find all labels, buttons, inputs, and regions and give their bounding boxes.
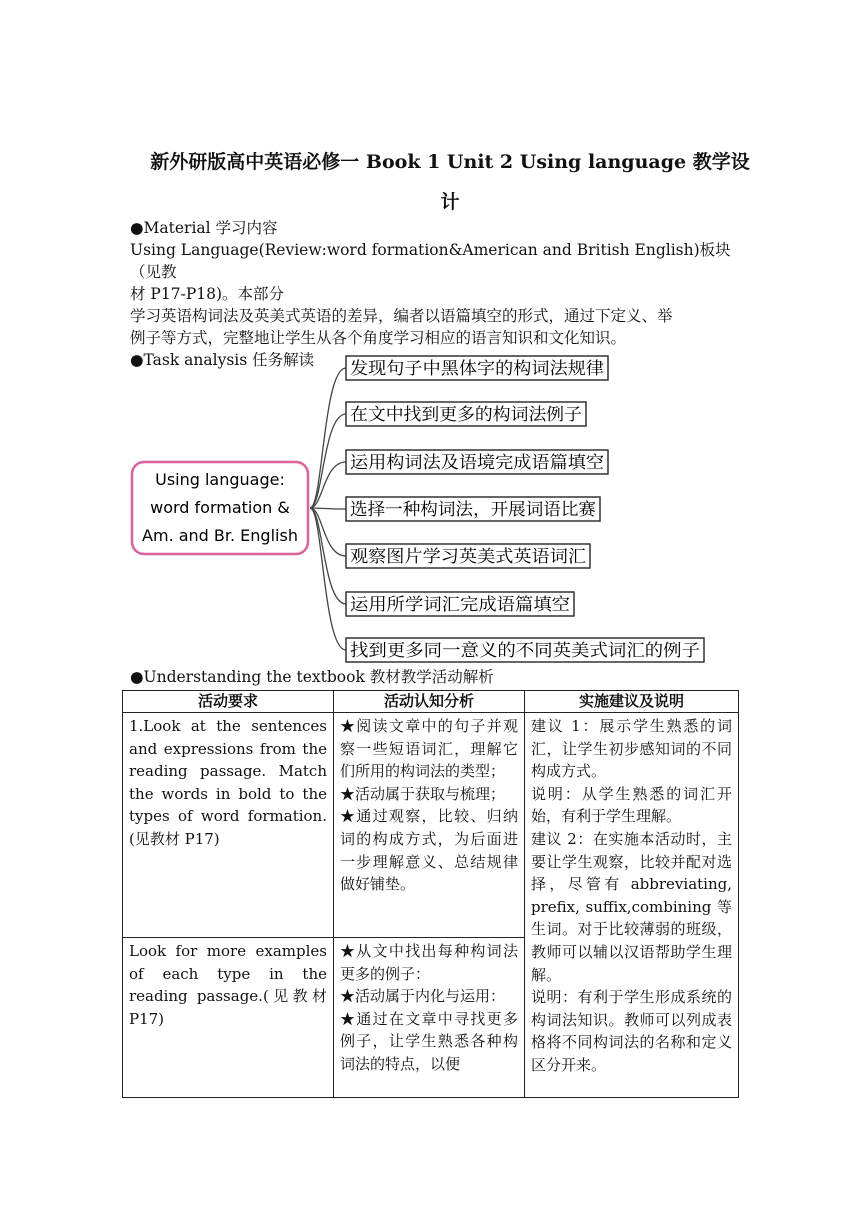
material-heading: ●Material 学习内容: [130, 219, 278, 237]
activity-table: [122, 690, 739, 1098]
material-line-3: 学习英语构词法及英美式英语的差异，编者以语篇填空的形式，通过下定义、举: [130, 307, 673, 325]
row2-analysis-item: ★从文中找出每种构词法更多的例子：: [340, 942, 518, 983]
mindmap-center-line-3: Am. and Br. English: [142, 526, 298, 545]
mindmap-connector: [310, 414, 346, 508]
row2-analysis-item: ★通过在文章中寻找更多例子，让学生熟悉各种构词法的特点，以便: [340, 1009, 518, 1073]
table-row: [123, 713, 739, 938]
mindmap-branch-label: 观察图片学习英美式英语词汇: [350, 547, 586, 567]
mindmap-branch-label: 发现句子中黑体字的构词法规律: [350, 359, 604, 379]
document-title: [150, 142, 750, 222]
row1-analysis-item: ★活动属于获取与梳理；: [340, 784, 506, 803]
suggestion-item: 说明：从学生熟悉的词汇开始，有利于学生理解。: [531, 784, 732, 826]
title-line-1: 新外研版高中英语必修一 Book 1 Unit 2 Using language 教学设: [150, 151, 750, 173]
title-line-2: 计: [440, 191, 460, 213]
row2-analysis-item: ★活动属于内化与运用：: [340, 987, 506, 1006]
mindmap-branch-label: 运用所学词汇完成语篇填空: [350, 595, 570, 615]
header-suggestions: 实施建议及说明: [525, 691, 739, 713]
header-cognitive-analysis: 活动认知分析: [334, 691, 525, 713]
mindmap-branch-label: 选择一种构词法，开展词语比赛: [350, 500, 588, 520]
material-line-2: 材 P17-P18)。本部分: [130, 285, 285, 303]
row1-requirement: 1.Look at the sentences and expressions from the reading passage. Match the words in bold to the types of word formation.(见教材 P17): [123, 713, 334, 938]
material-line-1: Using Language(Review:word formation&American and British English)板块（见教: [130, 241, 731, 281]
header-requirement: 活动要求: [123, 691, 334, 713]
mindmap-branch-label: 在文中找到更多的构词法例子: [350, 405, 582, 425]
mindmap-connector: [310, 368, 346, 508]
material-line-4: 例子等方式，完整地让学生从各个角度学习相应的语言知识和文化知识。: [130, 329, 627, 347]
mindmap-connector: [310, 508, 346, 650]
row1-analysis-item: ★通过观察，比较、归纳词的构成方式，为后面进一步理解意义、总结规律做好铺垫。: [340, 807, 518, 894]
mindmap-branch-label: 运用构词法及语境完成语篇填空: [350, 453, 604, 473]
row2-requirement: Look for more examples of each type in the reading passage.(见教材 P17): [123, 938, 334, 1098]
suggestion-item: 建议 1：展示学生熟悉的词汇，让学生初步感知词的不同构成方式。: [531, 717, 732, 781]
suggestion-item: 说明：有利于学生形成系统的构词法知识。教师可以列成表格将不同构词法的名称和定义区分开来。: [531, 988, 732, 1074]
task-mindmap: [128, 350, 718, 665]
mindmap-center-line-1: Using language:: [155, 470, 285, 489]
understanding-heading: ●Understanding the textbook 教材教学活动解析: [130, 668, 494, 686]
suggestion-item: 建议 2：在实施本活动时，主要让学生观察，比较并配对选择，尽管有 abbreviating, prefix, suffix,combining 等生词。对于比较薄弱的班级，教师可以辅以汉语帮助学生理解。: [531, 829, 732, 984]
mindmap-connector: [310, 508, 346, 604]
row2-analysis: [334, 938, 525, 1098]
mindmap-center-line-2: word formation &: [150, 498, 290, 517]
mindmap-branches: [310, 356, 704, 662]
mindmap-connector: [310, 508, 346, 509]
mindmap-branch-label: 找到更多同一意义的不同英美式词汇的例子: [350, 641, 700, 661]
row1-analysis: [334, 713, 525, 938]
task-heading: ●Task analysis 任务解读: [130, 351, 315, 369]
suggestions-cell: [525, 713, 739, 1098]
table-header-row: [123, 691, 739, 713]
row1-analysis-item: ★阅读文章中的句子并观察一些短语词汇，理解它们所用的构词法的类型；: [340, 717, 518, 781]
material-section: [130, 217, 740, 371]
